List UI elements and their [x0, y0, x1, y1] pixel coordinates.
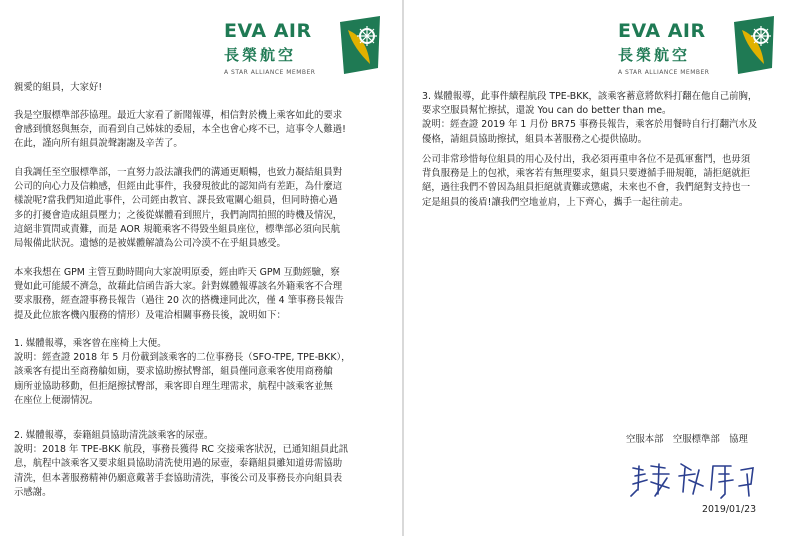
text-line: 背負服務是上的包袱，乘客若有無理要求，組員只要遵循手冊規範，請拒絕就拒 — [422, 168, 751, 180]
text-line: 廁所並協助移動，但拒絕擦拭臀部，乘客即自理生理需求，航程中該乘客並無 — [14, 380, 333, 392]
eva-air-emblem-icon — [334, 14, 384, 76]
brand-name-zh: 長榮航空 — [618, 46, 691, 64]
eva-air-logo — [224, 14, 384, 80]
text-line: 示感謝。 — [14, 486, 52, 498]
signatory-title: 空服本部 空服標準部 協理 — [626, 434, 748, 445]
brand-name: EVA AIR — [224, 20, 312, 42]
text-line: 局報備此狀況。遺憾的是被媒體解讀為公司冷漠不在乎組員感受。 — [14, 238, 286, 250]
text-line: 絕，過往我們不曾因為組員拒絕就責難或懲處，未來也不會，我們絕對支持也一 — [422, 182, 751, 194]
text-line: 說明：經查證 2019 年 1 月份 BR75 事務長報告，乘客於用餐時自行打翻汽水及 — [422, 119, 758, 131]
text-line: 公司的向心力及信賴感，但經由此事件，我發現彼此的認知尚有差距，為什麼這 — [14, 181, 343, 193]
text-line: 要求服務，經查證事務長報告（過往 20 次的搭機達同此次，僅 4 筆事務長報告 — [14, 295, 344, 307]
text-line: 說明：經查證 2018 年 5 月份載到該乘客的二位事務長（SFO-TPE, TPE-BKK）， — [14, 352, 351, 364]
eva-air-emblem-icon — [728, 14, 778, 76]
brand-name-zh: 長榮航空 — [224, 46, 297, 64]
text-line: 定是組員的後盾!讓我們空地並肩，上下齊心，攜手一起往前走。 — [422, 196, 689, 208]
text-line: 清洗，但本著服務精神仍願意戴著手套協助清洗，事後公司及事務長亦向組員表 — [14, 472, 343, 484]
paragraph-1 — [14, 109, 346, 152]
letter-page-2 — [404, 0, 800, 536]
text-line: 要求空服員幫忙擦拭，還說 You can do better than me。 — [422, 105, 672, 117]
text-line: 多的打擾會造成組員壓力；之後從媒體看到照片，我們詢問拍照的時機及情況， — [14, 209, 343, 221]
letter-greeting: 親愛的組員，大家好! — [14, 82, 103, 93]
text-line: 提及此位旅客機內服務的情形）及電洽相關事務長後，說明如下： — [14, 309, 286, 321]
paragraph-2 — [14, 166, 342, 251]
text-line: 自我調任至空服標準部，一直努力設法讓我們的溝通更順暢，也致力凝結組員對 — [14, 167, 343, 178]
item-2 — [14, 429, 348, 500]
item-heading: 1. 媒體報導，乘客曾在座椅上大便。 — [14, 338, 167, 349]
paragraph-3 — [14, 266, 344, 323]
text-line: 會感到憤怒與無奈，而看到自己姊妹的委屈，本全也會心疼不已，這事令人難過! — [14, 124, 346, 136]
brand-name: EVA AIR — [618, 20, 706, 42]
alliance-text: A STAR ALLIANCE MEMBER — [224, 69, 316, 76]
item-heading: 3. 媒體報導，此事件續程航段 TPE-BKK，該乘客蓄意將飲料打翻在他自己前胸， — [422, 91, 758, 102]
item-1 — [14, 337, 351, 408]
text-line: 息，航程中該乘客又要求組員協助清洗使用過的尿壺，泰籍組員雖知道毋需協助 — [14, 458, 343, 470]
text-line: 公司非常珍惜每位組員的用心及付出，我必須再重申各位不是孤軍奮鬥，也毋須 — [422, 154, 751, 165]
item-heading: 2. 媒體報導，泰籍組員協助清洗該乘客的尿壺。 — [14, 430, 214, 441]
text-line: 本來我想在 GPM 主管互動時間向大家說明原委，經由昨天 GPM 互動經驗，察 — [14, 267, 340, 278]
text-line: 在座位上便溺情況。 — [14, 394, 99, 406]
handwritten-signature — [629, 460, 769, 500]
text-line: 覺如此可能緩不濟急，故藉此信函告訴大家。針對媒體報導該名外籍乘客不合理 — [14, 281, 343, 293]
letter-date: 2019/01/23 — [702, 504, 757, 515]
text-line: 優格，請組員協助擦拭，組員本著服務之心提供協助。 — [422, 133, 648, 145]
text-line: 在此，謹向所有組員說聲謝謝及辛苦了。 — [14, 138, 183, 150]
text-line: 我是空服標準部莎協理。最近大家看了新聞報導，相信對於機上乘客如此的要求 — [14, 110, 343, 121]
closing-paragraph — [422, 153, 750, 210]
alliance-text: A STAR ALLIANCE MEMBER — [618, 69, 710, 76]
text-line: 說明：2018 年 TPE-BKK 航段，事務長獲得 RC 交接乘客狀況，已通知組員此訊 — [14, 444, 349, 456]
text-line: 這絕非質問或責難，而是 AOR 規範乘客不得毀坐組員座位，標準部必須向民航 — [14, 223, 341, 235]
eva-air-logo — [618, 14, 778, 80]
text-line: 樣說呢?當我們知道此事件，公司經由教官、課長致電關心組員，但同時擔心過 — [14, 195, 338, 207]
text-line: 該乘客有提出至商務艙如廁，要求協助擦拭臀部，組員僅同意乘客使用商務艙 — [14, 366, 333, 378]
item-3 — [422, 90, 757, 147]
